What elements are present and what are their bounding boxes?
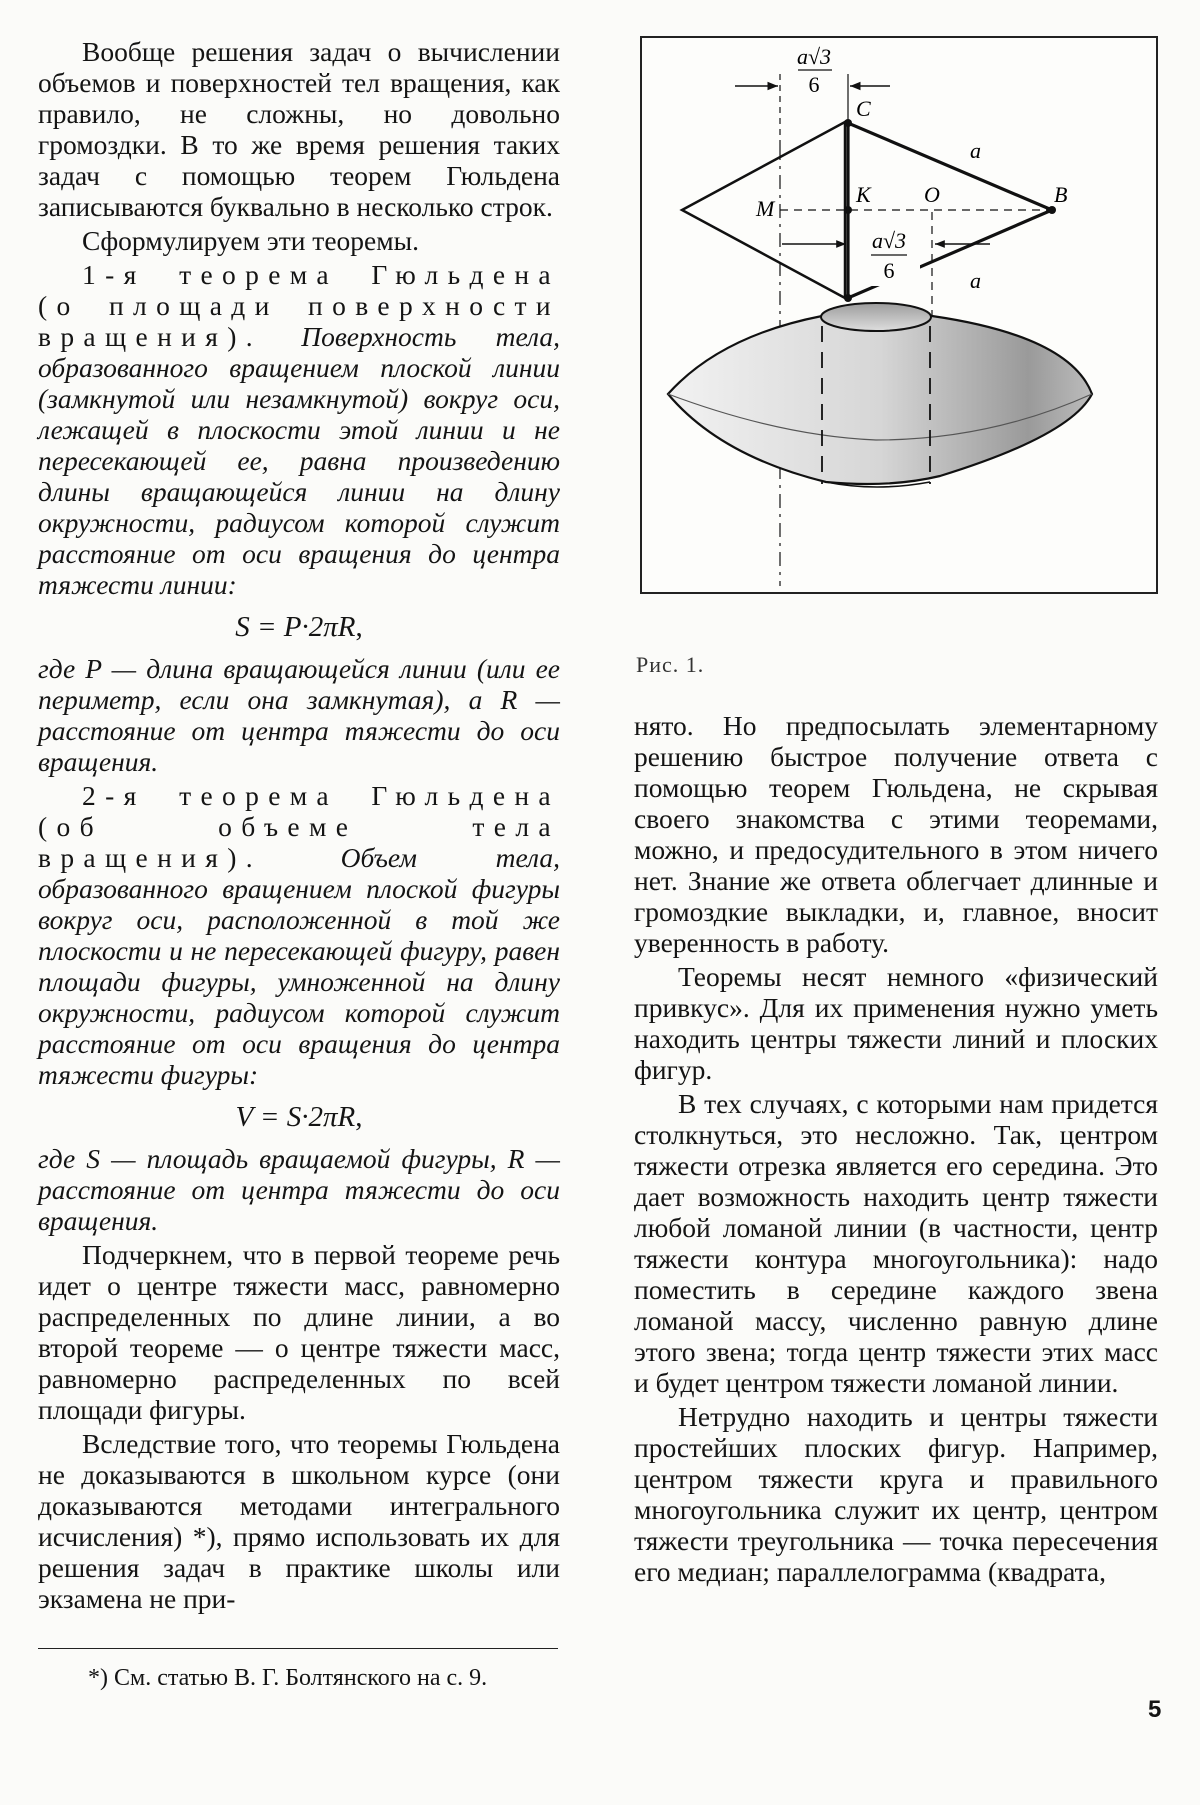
figure-caption: Рис. 1.	[636, 652, 705, 677]
point-a	[844, 294, 852, 302]
figure-1	[640, 36, 1158, 594]
paragraph-continuation: нято. Но предпосылать элементарному решению быстрое получение ответа с помощью теорем Гюльдена, не скрывая своего знакомства с этими теоремами, можно, и предосудительного в этом ничего нет. Знание же ответа облегчает длинные и громоздкие выкладки, и, главное, вносит уверенность в работу.	[634, 710, 1158, 958]
paragraph-physical-flavor: Теоремы несят немного «физический привкус». Для их применения нужно уметь находить центры тяжести линий и плоских фигур.	[634, 961, 1158, 1085]
formula-surface-lhs: S = P·2π	[235, 611, 338, 643]
paragraph-emphasis: Подчеркнем, что в первой теореме речь идет о центре тяжести масс, равномерно распределенных по длине линии, а во второй теореме — о центре тяжести масс, равномерно распределенных по всей площади фигуры.	[38, 1239, 560, 1425]
theorem-2-explanation: где S — площадь вращаемой фигуры, R — расстояние от центра тяжести до оси вращения.	[38, 1143, 560, 1236]
theorem-2-title: 2-я теорема Гюльдена (об объеме тела вращения).	[38, 780, 560, 873]
dim-top-denominator: 6	[808, 72, 820, 97]
theorem-1-statement: Поверхность тела, образованного вращением плоской линии (замкнутой или незамкнутой) вокруг оси, лежащей в плоскости этой линии и не пересекающей ее, равна произведению длины вращающейся линии на длину окружности, радиусом которой служит расстояние от оси вращения до центра тяжести линии:	[38, 321, 560, 600]
paragraph-figure-centroids: Нетрудно находить и центры тяжести простейших плоских фигур. Например, центром тяжести круга и правильного многоугольника служит их центр, центром тяжести треугольника — точка пересечения его медиан; параллелограмма (квадрата,	[634, 1401, 1158, 1587]
page-number: 5	[1148, 1696, 1162, 1723]
dim-mid-denominator: 6	[883, 258, 895, 283]
paragraph-consequence: Вследствие того, что теоремы Гюльдена не доказываются в школьном курсе (они доказываются методами интегрального исчисления) *), прямо использовать их для решения задач в практике школы или экзамена не при-	[38, 1428, 560, 1614]
dim-top-numerator: a√3	[796, 44, 832, 69]
formula-volume	[38, 1102, 560, 1133]
formula-volume-lhs: V = S·2π	[235, 1101, 338, 1133]
theorem-2	[38, 780, 560, 1090]
formula-surface	[38, 612, 560, 643]
label-side-a-upper: a	[970, 138, 981, 163]
theorem-2-statement: Объем тела, образованного вращением плоской фигуры вокруг оси, расположенной в той же плоскости и не пересекающей фигуру, равен площади фигуры, умноженной на длину окружности, радиусом которой служит расстояние от оси вращения до центра тяжести фигуры:	[38, 842, 560, 1090]
point-c	[844, 119, 852, 127]
label-o: O	[924, 182, 940, 207]
paragraph-intro: Вообще решения задач о вычислении объемов и поверхностей тел вращения, как правило, не сложны, но довольно громоздки. В то же время решения таких задач с помощью теорем Гюльдена записываются буквально в несколько строк.	[38, 36, 560, 222]
footnote-divider	[38, 1648, 558, 1649]
left-column	[38, 36, 560, 1617]
point-b	[1048, 206, 1056, 214]
theorem-1-explanation: где P — длина вращающейся линии (или ее периметр, если она замкнутая), а R — расстояние от центра тяжести до оси вращения.	[38, 653, 560, 777]
theorem-1	[38, 259, 560, 600]
formula-volume-var: R	[337, 1101, 356, 1133]
theorem-1-title: 1-я теорема Гюльдена (о площади поверхности вращения).	[38, 259, 560, 352]
point-k	[844, 206, 852, 214]
formula-surface-end: ,	[355, 611, 363, 643]
formula-volume-end: ,	[355, 1101, 363, 1133]
paragraph-formulate: Сформулируем эти теоремы.	[82, 225, 419, 256]
paragraph-segment-centroid: В тех случаях, с которыми нам придется столкнуться, это несложно. Так, центром тяжести отрезка является его середина. Это дает возможность находить центр тяжести любой ломаной линии (в частности, центр тяжести контура многоугольника): надо поместить в середине каждого звена ломаной массу, численно равную длине этого звена; тогда центр тяжести этих масс и будет центром тяжести ломаной линии.	[634, 1088, 1158, 1398]
label-side-a-lower: a	[970, 268, 981, 293]
footnote: *) См. статью В. Г. Болтянского на с. 9.	[88, 1665, 488, 1691]
label-c: C	[856, 96, 871, 121]
label-b: B	[1054, 182, 1068, 207]
dim-mid-numerator: a√3	[871, 228, 907, 253]
label-m: M	[756, 196, 775, 221]
formula-surface-var: R	[337, 611, 356, 643]
right-column	[634, 710, 1158, 1590]
label-k: K	[856, 182, 871, 207]
